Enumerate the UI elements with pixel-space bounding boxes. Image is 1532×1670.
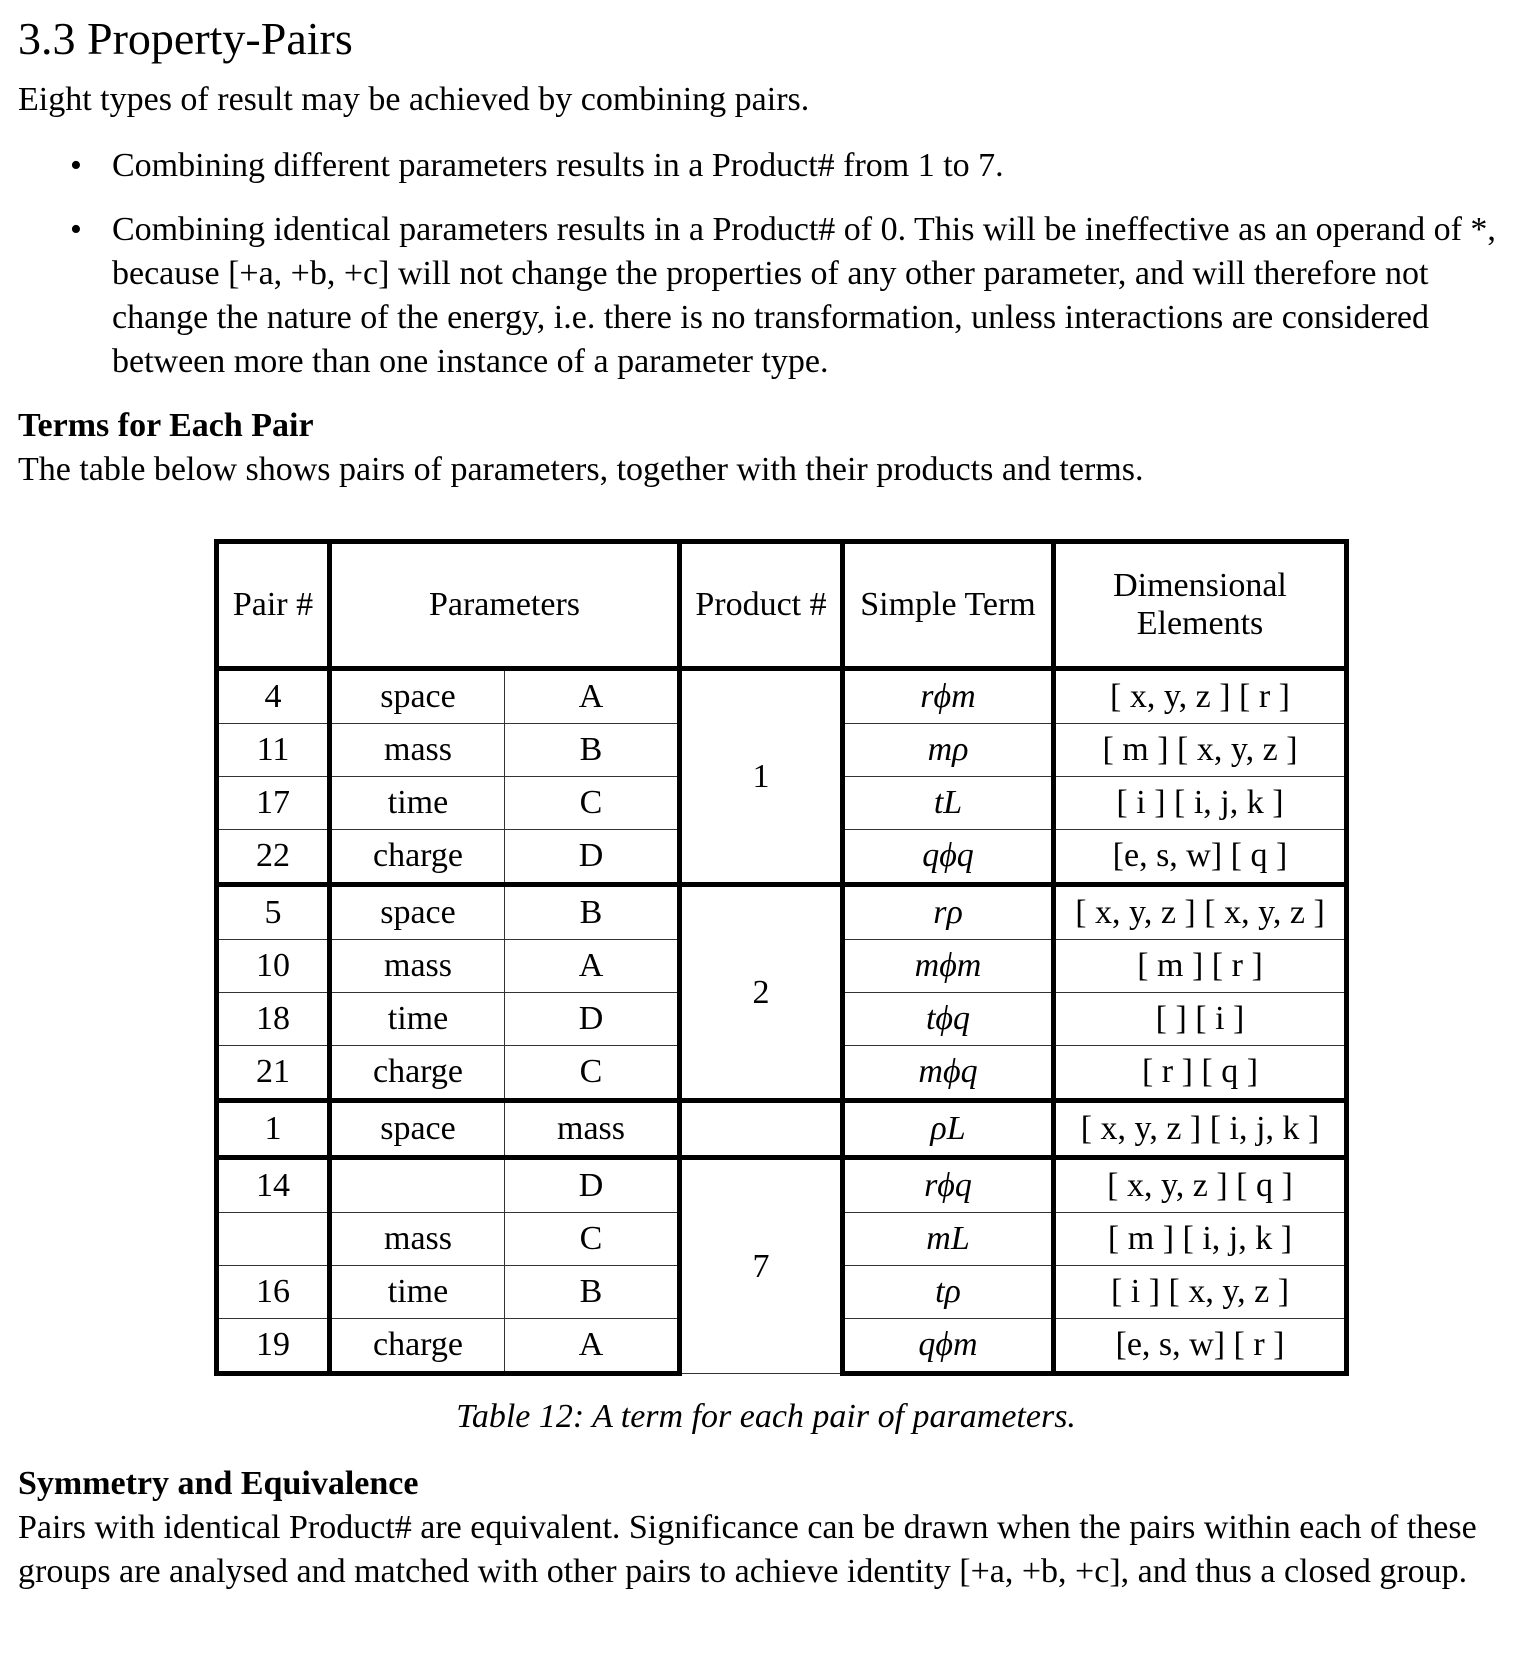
- simple-term-cell: qϕq: [843, 830, 1054, 885]
- parameter-type-cell: mass: [330, 1213, 505, 1266]
- dimensional-elements-cell: [ m ] [ i, j, k ]: [1054, 1213, 1347, 1266]
- simple-term-cell: tρ: [843, 1266, 1054, 1319]
- bullet-icon: •: [70, 147, 82, 184]
- pair-number-cell: 4: [217, 669, 330, 724]
- pair-number-cell: 19: [217, 1319, 330, 1374]
- table-row: [217, 885, 1347, 940]
- parameter-type-cell: charge: [330, 1046, 505, 1101]
- table-row: [217, 669, 1347, 724]
- simple-term-cell: mL: [843, 1213, 1054, 1266]
- bullet-icon: •: [70, 211, 82, 248]
- parameter-type-cell: [330, 1158, 505, 1213]
- table-row: [217, 1101, 1347, 1158]
- pair-number-cell: 10: [217, 940, 330, 993]
- parameter-letter-cell: D: [505, 1158, 680, 1213]
- simple-term-cell: mρ: [843, 724, 1054, 777]
- parameter-type-cell: space: [330, 669, 505, 724]
- bullet-list: [18, 144, 1518, 384]
- parameter-letter-cell: D: [505, 993, 680, 1046]
- parameter-type-cell: charge: [330, 1319, 505, 1374]
- simple-term-cell: rρ: [843, 885, 1054, 940]
- intro-paragraph: Eight types of result may be achieved by combining pairs.: [18, 81, 810, 118]
- pair-number-cell: [217, 1213, 330, 1266]
- dimensional-elements-cell: [ x, y, z ] [ q ]: [1054, 1158, 1347, 1213]
- section-title: 3.3 Property-Pairs: [18, 13, 353, 64]
- simple-term-cell: qϕm: [843, 1319, 1054, 1374]
- parameter-type-cell: charge: [330, 830, 505, 885]
- header-simple-term: Simple Term: [843, 542, 1054, 669]
- parameter-letter-cell: D: [505, 830, 680, 885]
- dimensional-elements-cell: [ x, y, z ] [ r ]: [1054, 669, 1347, 724]
- document-page: [18, 8, 1518, 492]
- dimensional-elements-cell: [ m ] [ r ]: [1054, 940, 1347, 993]
- parameter-letter-cell: mass: [505, 1101, 680, 1158]
- simple-term-cell: tL: [843, 777, 1054, 830]
- table-body: [217, 669, 1347, 1374]
- pair-number-cell: 11: [217, 724, 330, 777]
- symmetry-section: [18, 1462, 1518, 1594]
- dimensional-elements-cell: [e, s, w] [ r ]: [1054, 1319, 1347, 1374]
- dimensional-elements-cell: [ ] [ i ]: [1054, 993, 1347, 1046]
- pair-number-cell: 14: [217, 1158, 330, 1213]
- pair-number-cell: 22: [217, 830, 330, 885]
- dimensional-elements-cell: [e, s, w] [ q ]: [1054, 830, 1347, 885]
- dimensional-elements-cell: [ x, y, z ] [ x, y, z ]: [1054, 885, 1347, 940]
- dimensional-elements-cell: [ i ] [ i, j, k ]: [1054, 777, 1347, 830]
- parameter-letter-cell: B: [505, 724, 680, 777]
- list-item: • Combining identical parameters results in a Product# of 0. This will be ineffective as an operand of *, because [+a, +b, +c] will not change the properties of any other parameter, and will therefore not change the nature of the energy, i.e. there is no transformation, unless interactions are considered between more than one instance of a parameter type.: [18, 208, 1518, 384]
- pair-number-cell: 16: [217, 1266, 330, 1319]
- parameter-type-cell: space: [330, 1101, 505, 1158]
- header-dimensional-elements: Dimensional Elements: [1054, 542, 1347, 669]
- parameter-type-cell: mass: [330, 724, 505, 777]
- parameter-letter-cell: B: [505, 1266, 680, 1319]
- header-parameters: Parameters: [330, 542, 680, 669]
- product-number-cell: 1: [680, 669, 843, 885]
- simple-term-cell: mϕq: [843, 1046, 1054, 1101]
- header-pair: Pair #: [217, 542, 330, 669]
- pair-number-cell: 18: [217, 993, 330, 1046]
- parameter-type-cell: time: [330, 993, 505, 1046]
- symmetry-paragraph: Pairs with identical Product# are equivalent. Significance can be drawn when the pairs within each of these groups are analysed and matched with other pairs to achieve identity [+a, +b, +c], and thus a closed group.: [18, 1509, 1477, 1590]
- dimensional-elements-cell: [ m ] [ x, y, z ]: [1054, 724, 1347, 777]
- simple-term-cell: tϕq: [843, 993, 1054, 1046]
- pairs-table-wrapper: [214, 539, 1349, 1376]
- pair-number-cell: 21: [217, 1046, 330, 1101]
- parameter-letter-cell: C: [505, 1213, 680, 1266]
- table-caption: Table 12: A term for each pair of parameters.: [456, 1398, 1076, 1435]
- terms-heading: Terms for Each Pair: [18, 407, 314, 444]
- product-number-cell: 2: [680, 885, 843, 1101]
- simple-term-cell: mϕm: [843, 940, 1054, 993]
- symmetry-heading: Symmetry and Equivalence: [18, 1465, 419, 1502]
- parameter-letter-cell: B: [505, 885, 680, 940]
- parameter-type-cell: mass: [330, 940, 505, 993]
- parameter-type-cell: time: [330, 1266, 505, 1319]
- dimensional-elements-cell: [ x, y, z ] [ i, j, k ]: [1054, 1101, 1347, 1158]
- dimensional-elements-cell: [ i ] [ x, y, z ]: [1054, 1266, 1347, 1319]
- parameter-type-cell: time: [330, 777, 505, 830]
- header-product: Product #: [680, 542, 843, 669]
- parameter-letter-cell: A: [505, 940, 680, 993]
- simple-term-cell: rϕm: [843, 669, 1054, 724]
- pair-number-cell: 17: [217, 777, 330, 830]
- pair-number-cell: 5: [217, 885, 330, 940]
- table-row: [217, 1158, 1347, 1213]
- simple-term-cell: ρL: [843, 1101, 1054, 1158]
- parameter-letter-cell: A: [505, 669, 680, 724]
- parameter-letter-cell: C: [505, 1046, 680, 1101]
- pairs-table: [214, 539, 1349, 1376]
- pair-number-cell: 1: [217, 1101, 330, 1158]
- parameter-letter-cell: A: [505, 1319, 680, 1374]
- parameter-letter-cell: C: [505, 777, 680, 830]
- parameter-type-cell: space: [330, 885, 505, 940]
- dimensional-elements-cell: [ r ] [ q ]: [1054, 1046, 1347, 1101]
- terms-paragraph: The table below shows pairs of parameters, together with their products and terms.: [18, 451, 1144, 488]
- product-number-cell: [680, 1101, 843, 1158]
- simple-term-cell: rϕq: [843, 1158, 1054, 1213]
- list-item: • Combining different parameters results in a Product# from 1 to 7.: [18, 144, 1518, 188]
- product-number-cell: 7: [680, 1158, 843, 1374]
